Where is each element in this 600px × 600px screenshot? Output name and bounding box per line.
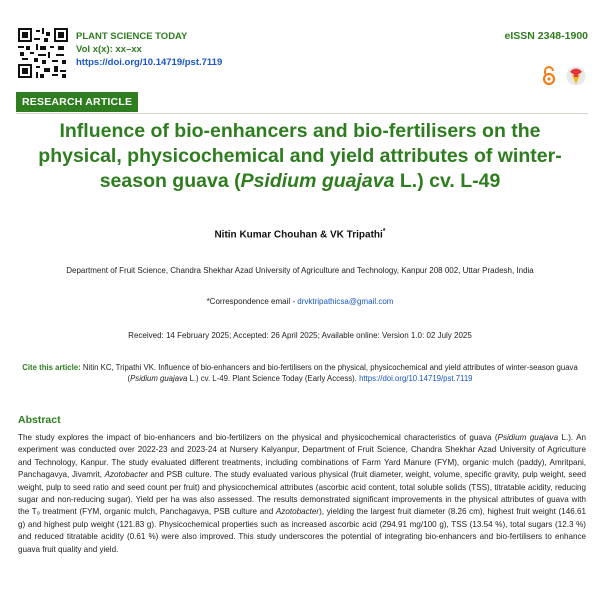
correspondence-email[interactable]: drvktripathicsa@gmail.com — [297, 297, 394, 306]
corresponding-mark: * — [382, 228, 386, 235]
header-divider — [16, 113, 588, 114]
journal-volume: Vol x(x): xx–xx — [76, 44, 142, 55]
citation-text-1: Nitin KC, Tripathi VK. Influence of bio-enhancers and bio-fertilisers on the physical, physicochemical and yield attributes of winter-season guava ( — [80, 363, 578, 383]
citation-doi-link[interactable]: https://doi.org/10.14719/pst.7119 — [359, 374, 473, 383]
correspondence-label: *Correspondence email - — [206, 297, 298, 306]
article-type-badge: RESEARCH ARTICLE — [16, 92, 138, 112]
abstract-species: Psidium guajava — [497, 433, 559, 442]
abstract-body — [18, 432, 586, 556]
author-names: Nitin Kumar Chouhan & VK Tripathi — [214, 229, 383, 241]
correspondence — [0, 297, 600, 306]
issn: eISSN 2348-1900 — [504, 30, 588, 42]
qr-code-icon — [18, 28, 68, 78]
open-access-icon[interactable] — [542, 66, 556, 86]
affiliation: Department of Fruit Science, Chandra Shekhar Azad University of Agriculture and Technology, Kanpur 208 002, Uttar Pradesh, India — [66, 266, 534, 275]
abstract-heading: Abstract — [18, 414, 61, 426]
authors — [0, 228, 600, 240]
paper-title — [20, 119, 580, 194]
publication-dates: Received: 14 February 2025; Accepted: 26 April 2025; Available online: Version 1.0: 02 July 2025 — [128, 331, 472, 340]
abstract-text-2: L.). An experiment was conducted over 2022-23 and 2023-24 at Nursery Kalyanpur, Department of Fruit Science, Chandra Shekhar Azad University of Agriculture and Technology, Kanpur. The study evaluated different treatments, including combinations of Farm Yard Manure (FYM), organic mulch (paddy), Amritpani, Panchagavya, Jivamrit, — [18, 433, 586, 480]
citation-species: Psidium guajava — [130, 374, 188, 383]
journal-block — [76, 30, 222, 69]
journal-name: PLANT SCIENCE TODAY — [76, 31, 188, 42]
abstract-text-1: The study explores the impact of bio-enhancers and bio-fertilizers on the physical and physicochemical characteristics of guava ( — [18, 433, 498, 442]
title-species: Psidium guajava — [240, 170, 395, 192]
abstract-azotobacter-2: Azotobacter — [275, 507, 320, 517]
abstract-text-4: ), yielding the largest fruit diameter (8.26 cm), highest fruit weight (146.61 g) and highest pulp weight (121.83 g). Physicochemical properties such as increased ascorbic acid (294.91 mg/100 g), TSS (13.54 %), total sugars (12.3 %) and reduced titratable acidity (0.61 %) were also improved. This study underscores the potential of integrating bio-enhancers and bio-fertilisers to enhance guava fruit quality and yield. — [18, 507, 586, 554]
citation — [22, 362, 578, 384]
citation-label: Cite this article: — [22, 363, 81, 372]
abstract-text-3: and PSB culture. The study evaluated various physical (fruit diameter, weight, volume, specific gravity, pulp weight, seed weight, pulp to seed ratio and seed count per fruit) and physicochemical attributes (ascorbic acid content, total soluble solids (TSS), titratable acidity, reducing sugar and non-reducing sugar). Yield per ha was also assessed. The results demonstrated significant improvements in the physical attributes of guava with the T₉ treatment (FYM, organic mulch, Panchagavya, PSB culture and — [18, 470, 586, 517]
title-text-2: L.) cv. L-49 — [394, 170, 501, 192]
check-for-updates-icon[interactable] — [566, 66, 586, 86]
citation-text-2: L.) cv. L-49. Plant Science Today (Early Access). — [187, 374, 360, 383]
abstract-azotobacter-1: Azotobacter — [104, 470, 148, 480]
doi-link[interactable]: https://doi.org/10.14719/pst.7119 — [76, 57, 223, 68]
title-text-1: Influence of bio-enhancers and bio-fertilisers on the physical, physicochemical and yield attributes of winter-season guava ( — [38, 120, 562, 192]
